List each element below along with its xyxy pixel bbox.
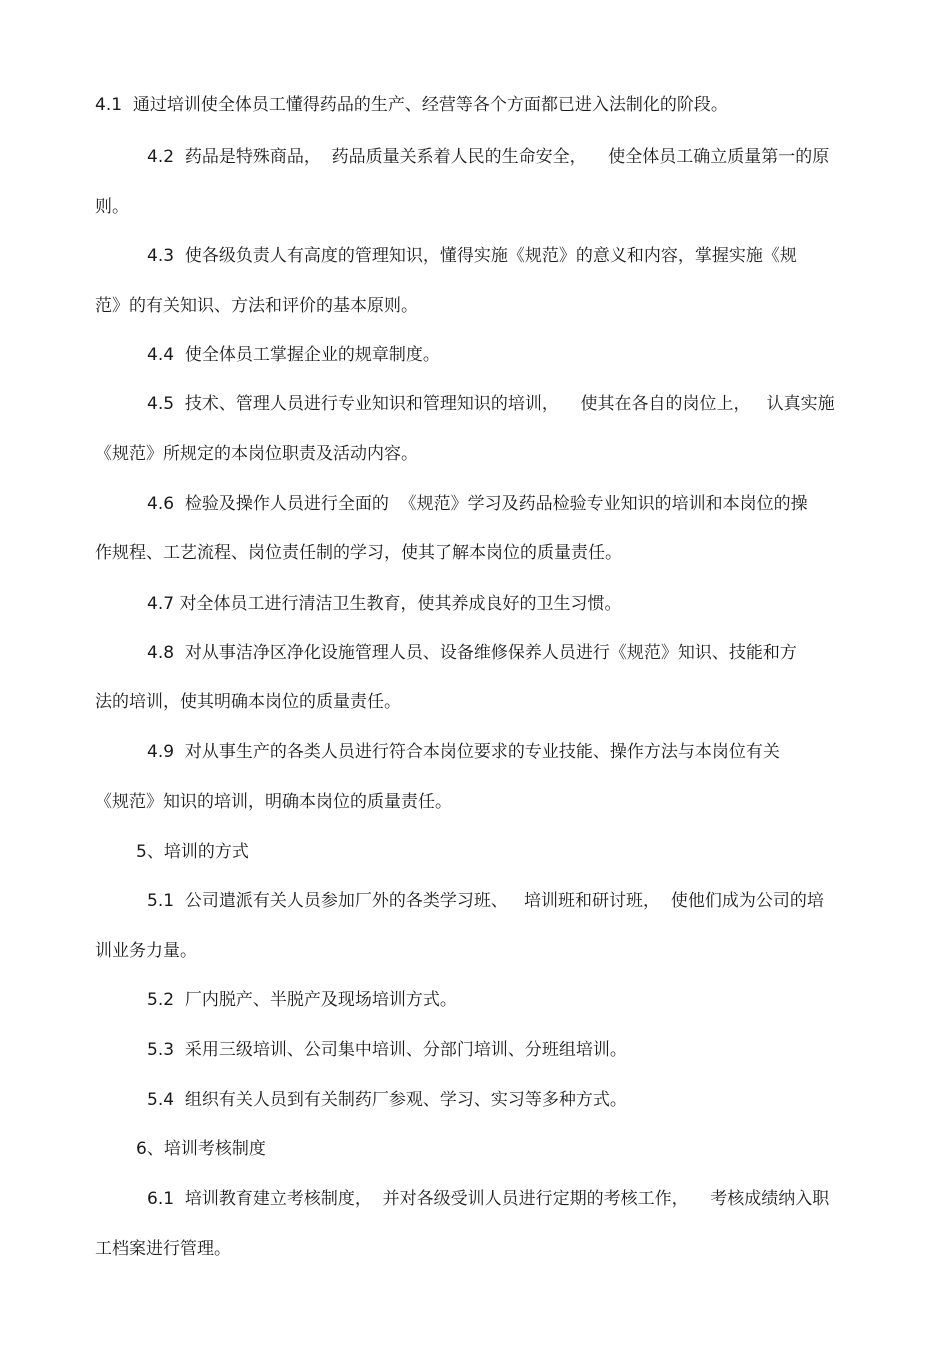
section-heading-6: 6、培训考核制度 xyxy=(136,1139,266,1159)
paragraph-5-1-line-2: 训业务力量。 xyxy=(95,941,197,961)
paragraph-4-6-line-1: 4.6 检验及操作人员进行全面的 《规范》学习及药品检验专业知识的培训和本岗位的操 xyxy=(147,494,808,514)
section-heading-5: 5、培训的方式 xyxy=(136,842,249,862)
paragraph-5-3: 5.3 采用三级培训、公司集中培训、分部门培训、分班组培训。 xyxy=(147,1040,627,1060)
paragraph-5-4: 5.4 组织有关人员到有关制药厂参观、学习、实习等多种方式。 xyxy=(147,1090,627,1110)
paragraph-4-7: 4.7 对全体员工进行清洁卫生教育，使其养成良好的卫生习惯。 xyxy=(147,594,622,614)
paragraph-5-2: 5.2 厂内脱产、半脱产及现场培训方式。 xyxy=(147,990,457,1010)
paragraph-6-1-line-2: 工档案进行管理。 xyxy=(95,1239,231,1259)
paragraph-4-5-line-2: 《规范》所规定的本岗位职责及活动内容。 xyxy=(95,444,418,464)
paragraph-4-8-line-2: 法的培训，使其明确本岗位的质量责任。 xyxy=(95,692,401,712)
paragraph-4-9-line-1: 4.9 对从事生产的各类人员进行符合本岗位要求的专业技能、操作方法与本岗位有关 xyxy=(147,742,780,762)
paragraph-4-9-line-2: 《规范》知识的培训，明确本岗位的质量责任。 xyxy=(95,792,452,812)
paragraph-4-2-line-1: 4.2 药品是特殊商品， 药品质量关系着人民的生命安全， 使全体员工确立质量第一的原 xyxy=(147,147,830,167)
paragraph-4-3-line-2: 范》的有关知识、方法和评价的基本原则。 xyxy=(95,296,418,316)
paragraph-4-3-line-1: 4.3 使各级负责人有高度的管理知识，懂得实施《规范》的意义和内容，掌握实施《规 xyxy=(147,246,797,266)
paragraph-4-5-line-1: 4.5 技术、管理人员进行专业知识和管理知识的培训， 使其在各自的岗位上， 认真实施 xyxy=(147,394,835,414)
paragraph-5-1-line-1: 5.1 公司遣派有关人员参加厂外的各类学习班、 培训班和研讨班， 使他们成为公司的培 xyxy=(147,891,824,911)
paragraph-4-4: 4.4 使全体员工掌握企业的规章制度。 xyxy=(147,345,440,365)
paragraph-4-6-line-2: 作规程、工艺流程、岗位责任制的学习，使其了解本岗位的质量责任。 xyxy=(95,543,622,563)
paragraph-6-1-line-1: 6.1 培训教育建立考核制度， 并对各级受训人员进行定期的考核工作， 考核成绩纳入职 xyxy=(147,1189,830,1209)
paragraph-4-8-line-1: 4.8 对从事洁净区净化设施管理人员、设备维修保养人员进行《规范》知识、技能和方 xyxy=(147,643,797,663)
paragraph-4-1: 4.1 通过培训使全体员工懂得药品的生产、经营等各个方面都已进入法制化的阶段。 xyxy=(95,95,728,115)
paragraph-4-2-line-2: 则。 xyxy=(95,197,129,217)
